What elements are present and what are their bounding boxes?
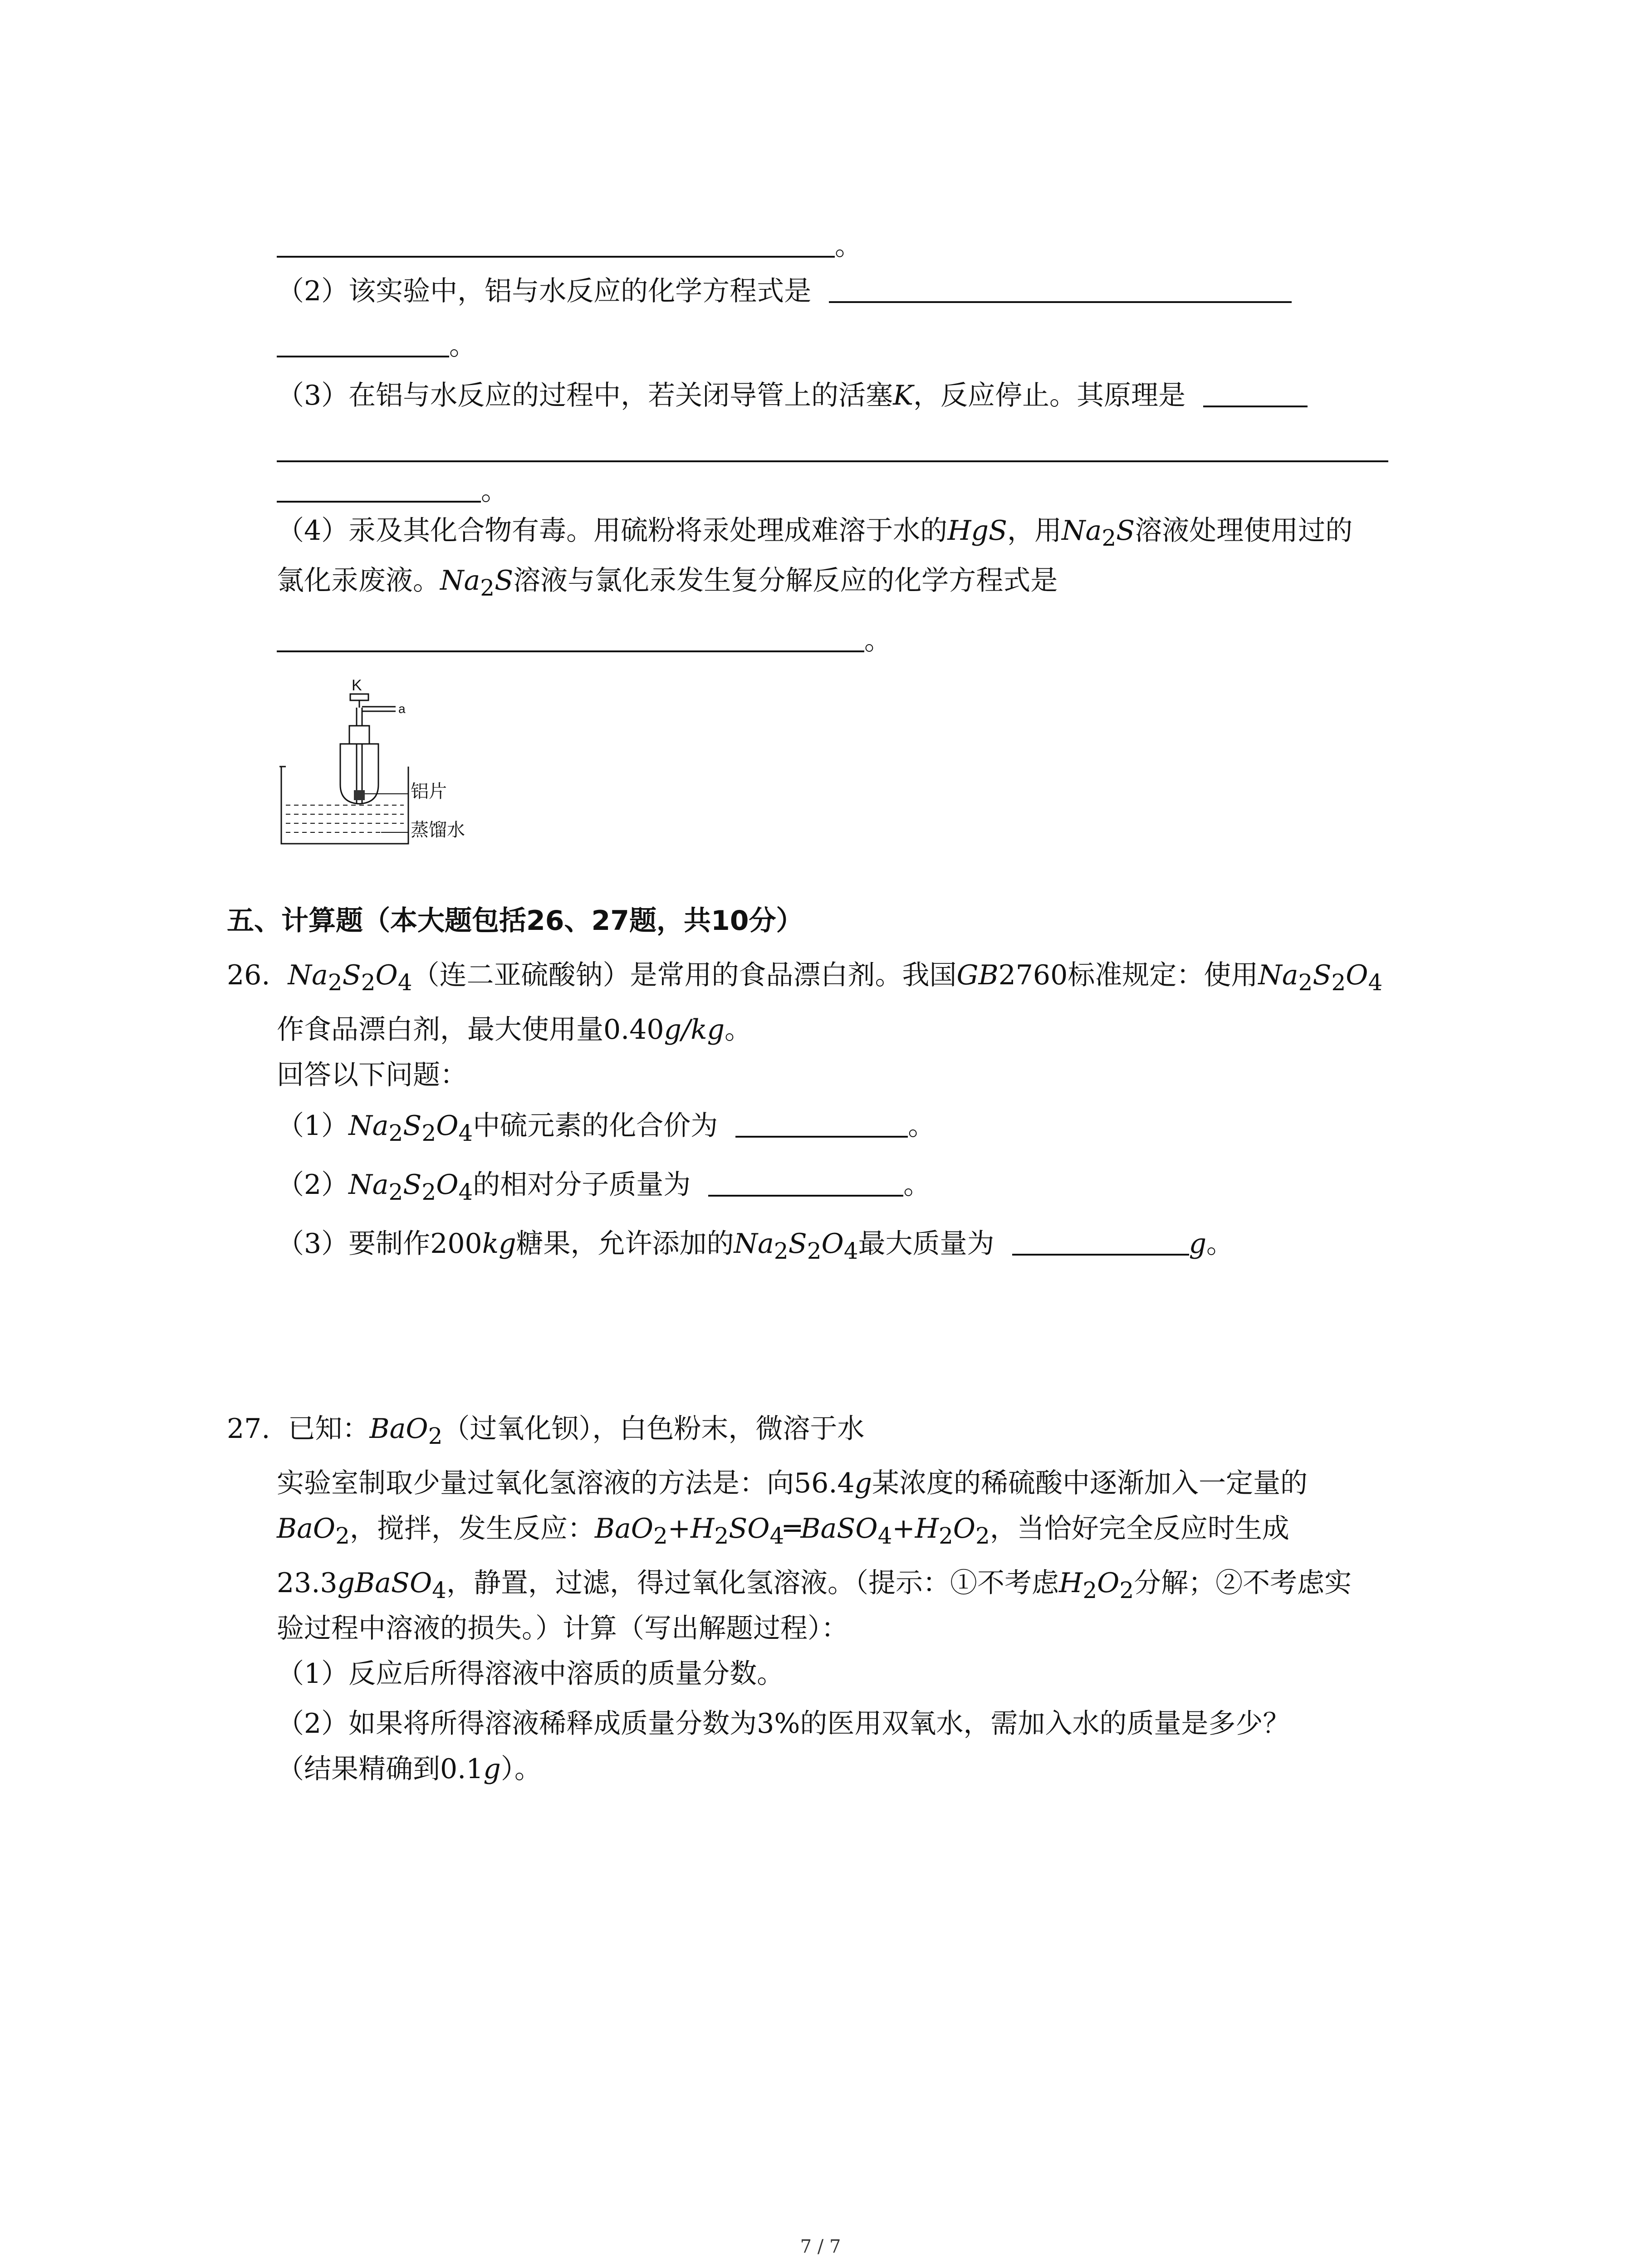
page-number: 7 / 7 xyxy=(800,2236,841,2257)
figure-label-aluminum: 铝片 xyxy=(411,781,447,802)
q25-part2-cont: 。 xyxy=(277,327,476,364)
answer-blank[interactable] xyxy=(277,227,835,258)
question-number: 27. xyxy=(227,1413,270,1445)
answer-blank[interactable] xyxy=(708,1166,903,1197)
q26-line1: 26. $Na_2S_2O_4$（连二亚硫酸钠）是常用的食品漂白剂。我国GB2760标准规定：使用$Na_2S_2O_4$ xyxy=(227,959,1383,996)
section-heading: 五、计算题（本大题包括26、27题，共10分） xyxy=(227,905,803,937)
q26-line3: 回答以下问题： xyxy=(277,1059,467,1091)
q27-line1: 27. 已知：BaO$_2$（过氧化钡），白色粉末，微溶于水 xyxy=(227,1413,865,1449)
q26-sub3: （3）要制作200kg糖果，允许添加的$Na_2S_2O_4$最大质量为 g。 xyxy=(277,1225,1234,1269)
answer-blank[interactable] xyxy=(735,1107,908,1138)
q25-answer-line-1: 。 xyxy=(277,227,862,264)
question-number: 26. xyxy=(227,959,270,991)
q27-sub1: （1）反应后所得溶液中溶质的质量分数。 xyxy=(277,1658,784,1690)
answer-blank[interactable] xyxy=(1012,1225,1189,1256)
q25-part3: （3）在铝与水反应的过程中，若关闭导管上的活塞K，反应停止。其原理是 xyxy=(277,376,1308,414)
answer-blank[interactable] xyxy=(277,472,481,503)
answer-blank-full[interactable] xyxy=(277,460,1388,462)
answer-blank[interactable] xyxy=(277,327,449,357)
q27-sub2-cont: （结果精确到0.1g）。 xyxy=(277,1753,542,1785)
figure-label-water: 蒸馏水 xyxy=(411,820,465,841)
answer-blank[interactable] xyxy=(277,621,864,652)
q26-sub2: $(2)Na_2S_2O_4$的相对分子质量为 。 xyxy=(277,1166,931,1210)
answer-blank[interactable] xyxy=(1203,376,1308,407)
q25-part3-cont: 。 xyxy=(277,472,508,509)
q25-part4-answer: 。 xyxy=(277,621,892,659)
q26-sub1: $(1)Na_2S_2O_4$中硫元素的化合价为 。 xyxy=(277,1107,935,1151)
q27-sub2: （2）如果将所得溶液稀释成质量分数为3%的医用双氧水，需加入水的质量是多少？ xyxy=(277,1708,1290,1740)
figure-label-a: a xyxy=(398,702,406,716)
q27-line4: 23.3gBaSO$_4$，静置，过滤，得过氧化氢溶液。（提示：①不考虑$H_2O_2$分解；②不考虑实 xyxy=(277,1567,1352,1603)
figure-label-k: K xyxy=(352,677,362,694)
q27-line3: BaO$_2$，搅拌，发生反应：$BaO_2+H_2SO_4═BaSO_4+H_2O_2$，当恰好完全反应时生成 xyxy=(277,1513,1289,1549)
q27-line2: 实验室制取少量过氧化氢溶液的方法是：向56.4g某浓度的稀硫酸中逐渐加入一定量的 xyxy=(277,1467,1308,1499)
q25-part4-line2: 氯化汞废液。$Na_2S$溶液与氯化汞发生复分解反应的化学方程式是 xyxy=(277,565,1058,601)
q26-line2: 作食品漂白剂，最大使用量0.40g/kg。 xyxy=(277,1014,752,1046)
answer-blank[interactable] xyxy=(829,272,1292,303)
q25-part4: （4）汞及其化合物有毒。用硫粉将汞处理成难溶于水的HgS，用$Na_2S$溶液处理使用过的 xyxy=(277,515,1353,551)
q25-part2: （2）该实验中，铝与水反应的化学方程式是 xyxy=(277,272,1292,309)
q27-line5: 验过程中溶液的损失。）计算（写出解题过程）： xyxy=(277,1613,848,1644)
reaction-equation: $BaO_2+H_2SO_4═BaSO_4+H_2O_2$ xyxy=(594,1513,990,1549)
